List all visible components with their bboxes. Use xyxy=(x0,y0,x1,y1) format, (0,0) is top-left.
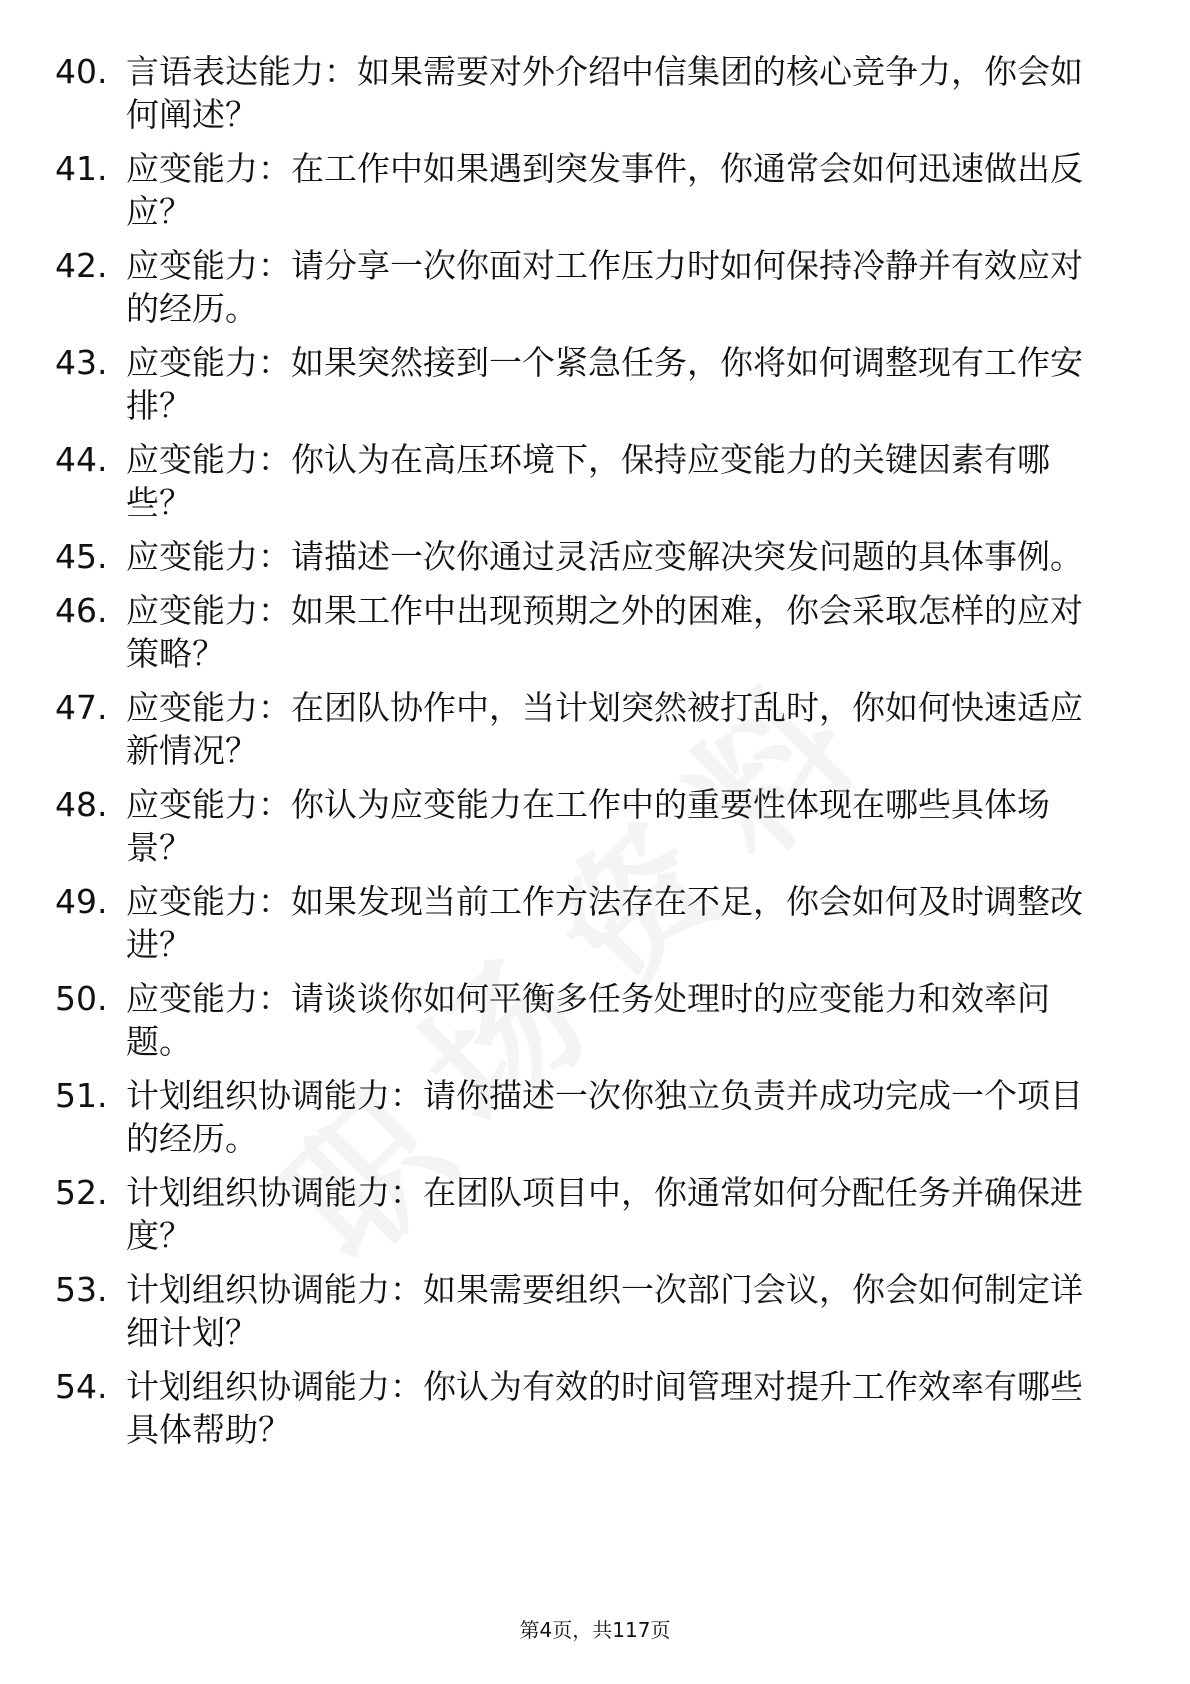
question-number: 51. xyxy=(55,1076,108,1115)
question-text: 应变能力：如果突然接到一个紧急任务，你将如何调整现有工作安排？ xyxy=(126,343,1083,425)
list-item xyxy=(55,535,1115,578)
list-item xyxy=(55,880,1115,966)
list-item xyxy=(55,244,1115,330)
question-text: 计划组织协调能力：在团队项目中，你通常如何分配任务并确保进度？ xyxy=(126,1173,1083,1255)
question-text: 应变能力：在团队协作中，当计划突然被打乱时，你如何快速适应新情况？ xyxy=(126,688,1083,770)
list-item xyxy=(55,147,1115,233)
question-number: 49. xyxy=(55,882,108,921)
question-number: 50. xyxy=(55,979,108,1018)
question-text: 计划组织协调能力：你认为有效的时间管理对提升工作效率有哪些具体帮助？ xyxy=(126,1367,1083,1449)
list-item xyxy=(55,977,1115,1063)
list-item xyxy=(55,783,1115,869)
question-text: 应变能力：你认为应变能力在工作中的重要性体现在哪些具体场景？ xyxy=(126,785,1050,867)
list-item xyxy=(55,1074,1115,1160)
question-text: 应变能力：请描述一次你通过灵活应变解决突发问题的具体事例。 xyxy=(126,537,1083,576)
question-text: 应变能力：如果发现当前工作方法存在不足，你会如何及时调整改进？ xyxy=(126,882,1083,964)
question-number: 54. xyxy=(55,1367,108,1406)
question-text: 应变能力：请分享一次你面对工作压力时如何保持冷静并有效应对的经历。 xyxy=(126,246,1083,328)
list-item xyxy=(55,589,1115,675)
list-item xyxy=(55,1268,1115,1354)
question-text: 言语表达能力：如果需要对外介绍中信集团的核心竞争力，你会如何阐述？ xyxy=(126,52,1083,134)
question-text: 应变能力：如果工作中出现预期之外的困难，你会采取怎样的应对策略？ xyxy=(126,591,1083,673)
question-number: 41. xyxy=(55,149,108,188)
question-number: 40. xyxy=(55,52,108,91)
question-number: 44. xyxy=(55,440,108,479)
question-number: 46. xyxy=(55,591,108,630)
page-footer: 第4页，共117页 xyxy=(519,1618,671,1642)
question-text: 应变能力：你认为在高压环境下，保持应变能力的关键因素有哪些？ xyxy=(126,440,1050,522)
list-item xyxy=(55,686,1115,772)
list-item xyxy=(55,341,1115,427)
question-number: 45. xyxy=(55,537,108,576)
question-text: 计划组织协调能力：如果需要组织一次部门会议，你会如何制定详细计划？ xyxy=(126,1270,1083,1352)
question-number: 48. xyxy=(55,785,108,824)
list-item xyxy=(55,50,1115,136)
question-number: 53. xyxy=(55,1270,108,1309)
list-item xyxy=(55,438,1115,524)
list-item xyxy=(55,1365,1115,1451)
question-text: 应变能力：请谈谈你如何平衡多任务处理时的应变能力和效率问题。 xyxy=(126,979,1050,1061)
question-number: 42. xyxy=(55,246,108,285)
question-list xyxy=(55,50,1115,1462)
question-text: 应变能力：在工作中如果遇到突发事件，你通常会如何迅速做出反应？ xyxy=(126,149,1083,231)
question-number: 52. xyxy=(55,1173,108,1212)
question-number: 47. xyxy=(55,688,108,727)
list-item xyxy=(55,1171,1115,1257)
question-number: 43. xyxy=(55,343,108,382)
question-text: 计划组织协调能力：请你描述一次你独立负责并成功完成一个项目的经历。 xyxy=(126,1076,1083,1158)
